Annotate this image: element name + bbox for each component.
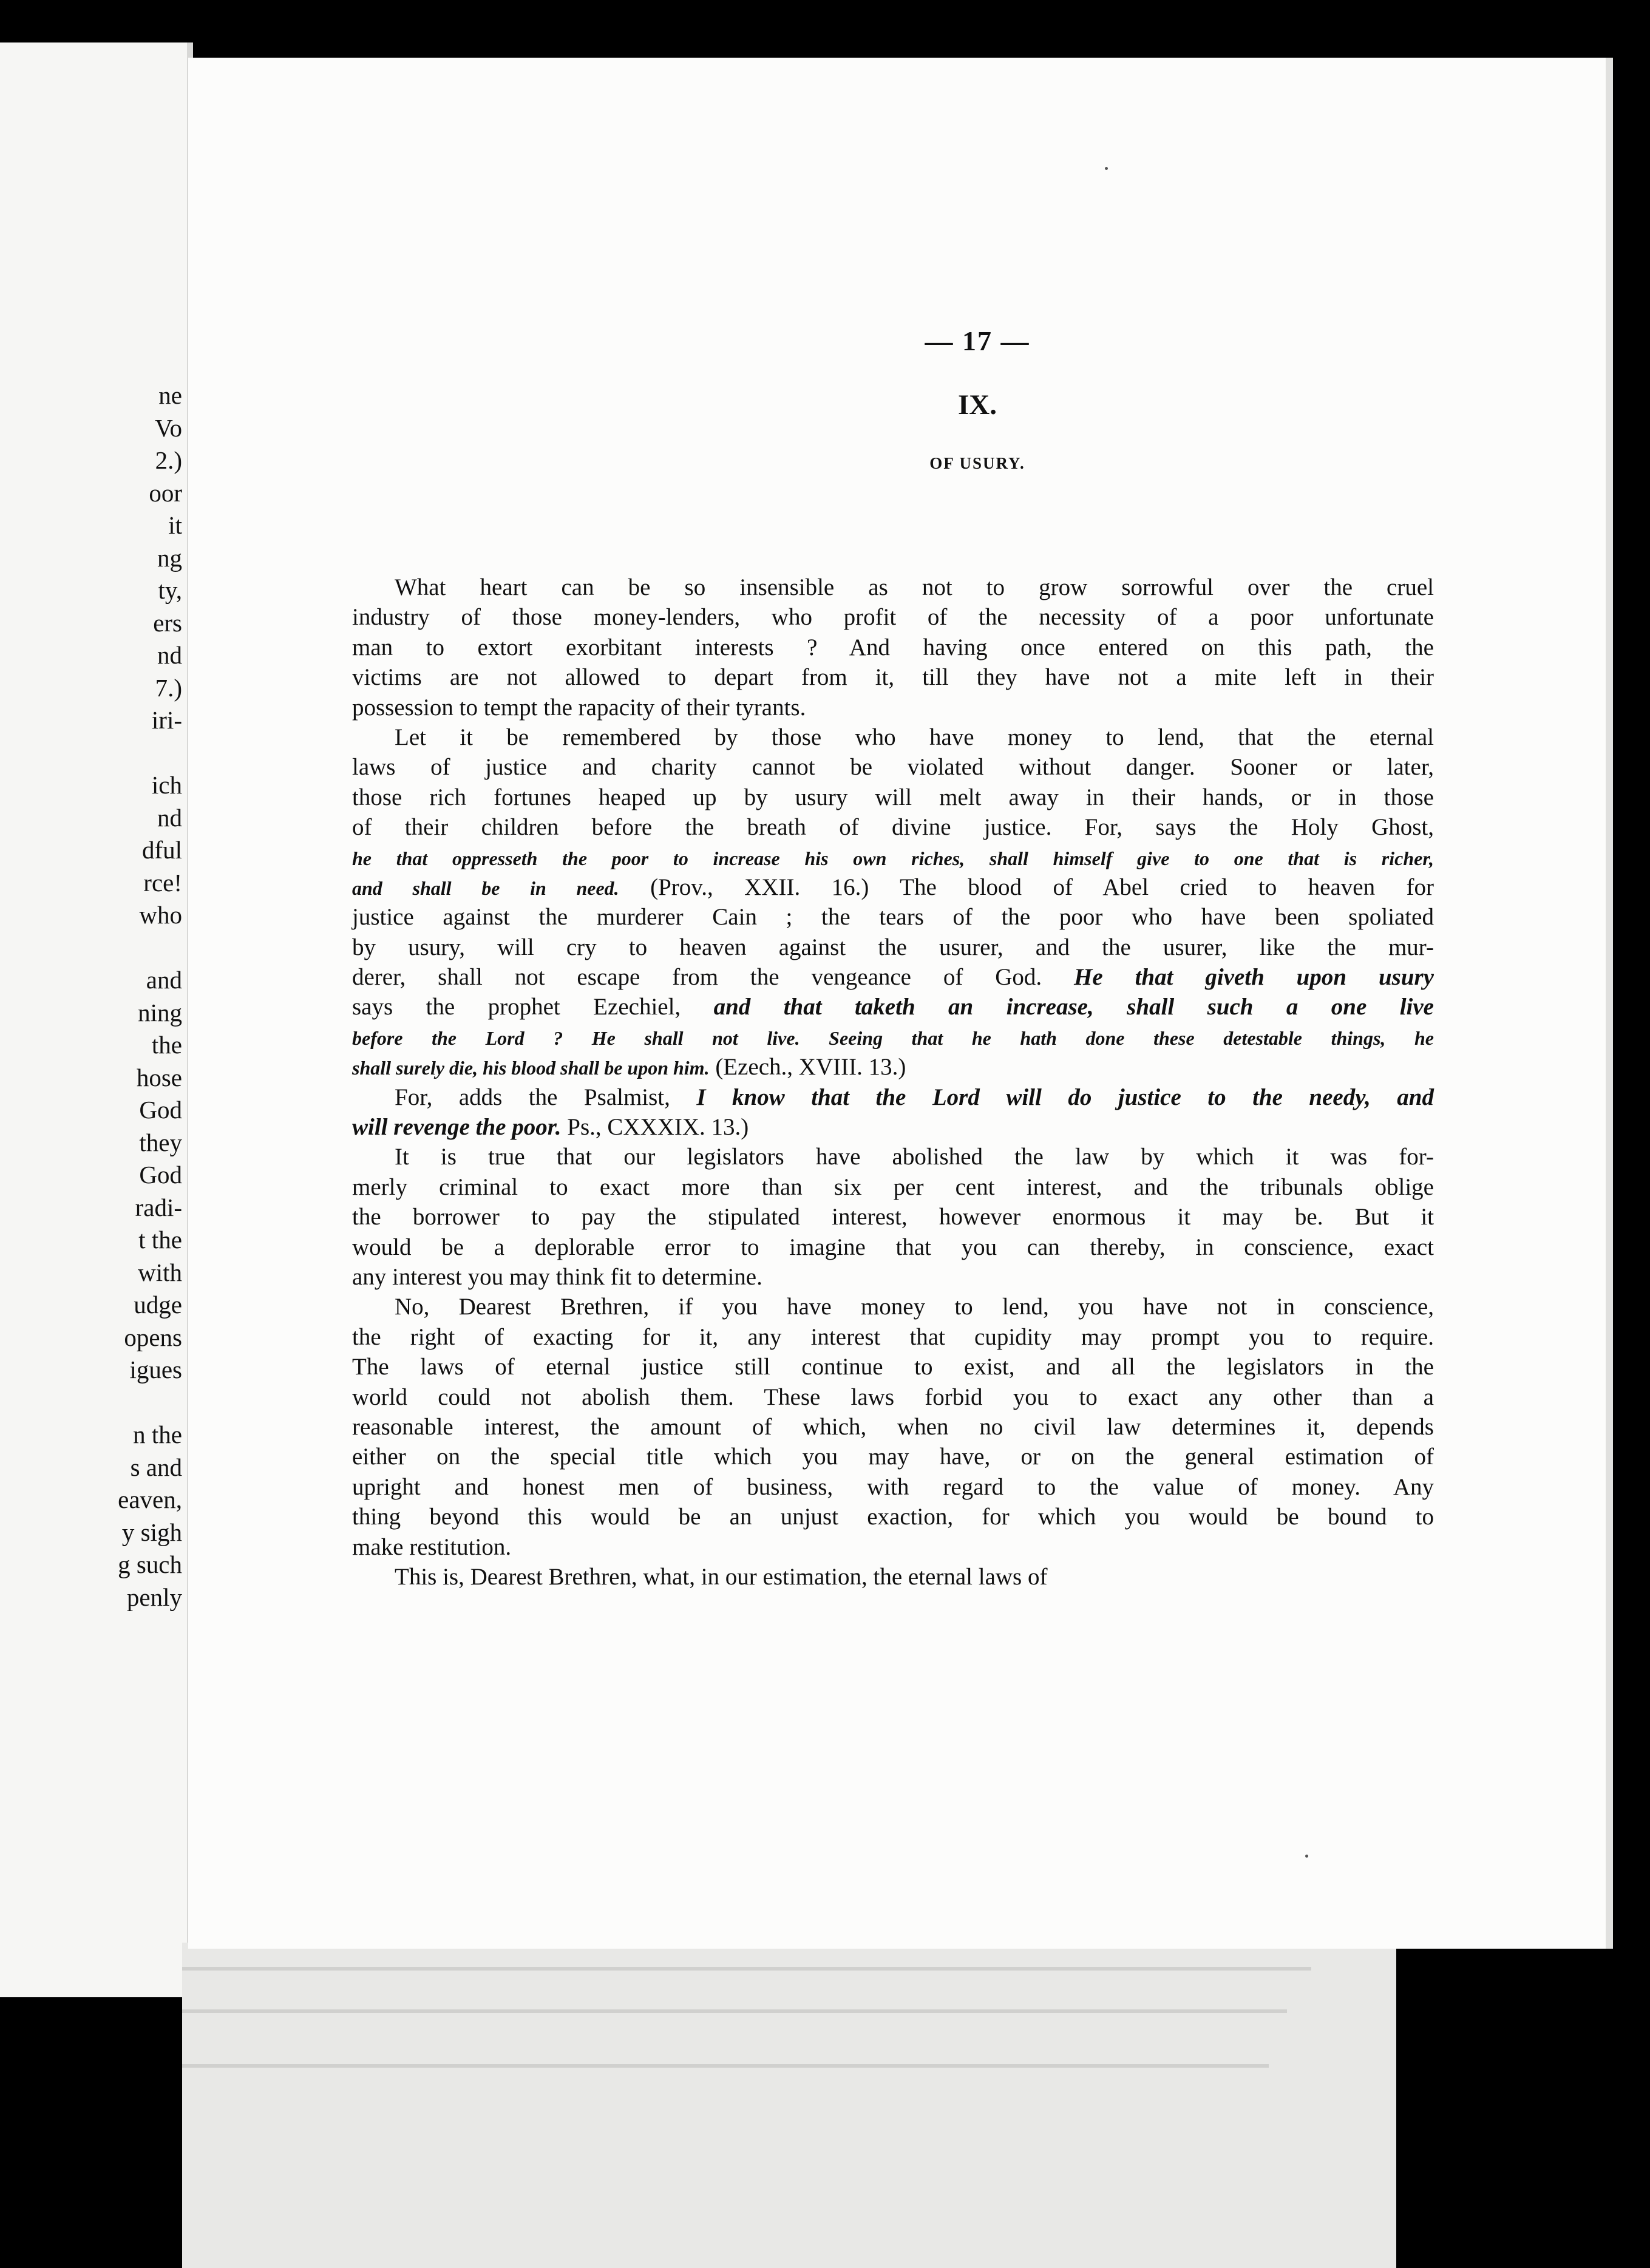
text-run: industry of those money-lenders, who profit of the necessity of a poor unfortunate (352, 604, 1434, 631)
fragment-line: God (139, 1161, 182, 1189)
sheet-edge (182, 1967, 1311, 1971)
text-run: those rich fortunes heaped up by usury will melt away in their hands, or in those (352, 784, 1434, 810)
page-number: — 17 — (925, 325, 1030, 356)
text-run: of their children before the breath of divine justice. For, says the Holy Ghost, (352, 814, 1434, 841)
text-line (352, 1082, 1434, 1112)
previous-page-fragment (0, 42, 193, 1997)
text-line (352, 1442, 1434, 1472)
text-run: This is, Dearest Brethren, what, in our estimation, the eternal laws of (395, 1563, 1048, 1590)
text-line (352, 992, 1434, 1022)
fragment-line: hose (136, 1063, 182, 1092)
fragment-line: God (139, 1096, 182, 1124)
fragment-line: ne (158, 381, 182, 409)
paragraph (352, 1082, 1434, 1142)
text-line (352, 1472, 1434, 1502)
text-line (352, 1202, 1434, 1232)
fragment-line: ers (153, 608, 182, 637)
text-line (352, 1412, 1434, 1442)
text-line (352, 783, 1434, 812)
fragment-line: opens (124, 1323, 182, 1351)
fragment-line: n the (133, 1421, 182, 1448)
fragment-line: y sigh (121, 1518, 182, 1546)
paragraph (352, 572, 1434, 722)
text-line (352, 662, 1434, 692)
quoted-scripture: I know that the Lord will do justice to the needy, and (696, 1084, 1434, 1110)
fragment-line: they (139, 1128, 182, 1156)
text-run: Let it be remembered by those who have money to lend, that the eternal (395, 724, 1434, 750)
text-line (352, 602, 1434, 632)
text-run: merly criminal to exact more than six per cent interest, and the tribunals oblige (352, 1173, 1434, 1200)
paragraph (352, 1292, 1434, 1562)
text-run: justice against the murderer Cain ; the tears of the poor who have been spoliated (352, 904, 1434, 931)
fragment-line: ich (151, 771, 182, 799)
text-run: No, Dearest Brethren, if you have money to lend, you have not in conscience, (395, 1294, 1434, 1320)
text-run: make restitution. (352, 1533, 512, 1560)
fragment-line: with (138, 1258, 182, 1286)
fragment-line: dful (141, 836, 182, 864)
quoted-scripture: and shall be in need. (352, 877, 619, 899)
body-text (352, 572, 1434, 1592)
text-run: would be a deplorable error to imagine that you can thereby, in conscience, exact (352, 1234, 1434, 1260)
text-run: Ps., CXXXIX. 13.) (561, 1114, 749, 1141)
quoted-scripture: shall surely die, his blood shall be upon him. (352, 1057, 710, 1079)
stacked-page-edges (182, 1943, 1396, 2268)
fragment-line (0, 737, 182, 770)
fragment-line: eaven, (118, 1485, 182, 1513)
text-line (352, 932, 1434, 962)
fragment-line: nd (157, 641, 182, 669)
text-line (352, 1352, 1434, 1382)
text-line (352, 1532, 1434, 1562)
text-run: any interest you may think fit to determine. (352, 1263, 762, 1290)
text-run: laws of justice and charity cannot be violated without danger. Sooner or later, (352, 754, 1434, 781)
chapter-title: OF USURY. (929, 454, 1025, 472)
fragment-line: t the (138, 1226, 182, 1254)
text-line (352, 1262, 1434, 1292)
fragment-line: the (151, 1031, 182, 1059)
dust-speck (1105, 167, 1108, 170)
text-line (352, 1562, 1434, 1592)
fragment-line: radi- (135, 1193, 182, 1221)
text-run: The laws of eternal justice still continue to exist, and all the legislators in the (352, 1354, 1434, 1380)
previous-page-text (0, 379, 182, 1614)
fragment-line: iri- (151, 706, 182, 734)
book-page (188, 58, 1606, 1949)
fragment-line: and (146, 966, 182, 994)
text-line (352, 1322, 1434, 1352)
text-run: derer, shall not escape from the vengeance of God. (352, 964, 1075, 991)
page-edge (1606, 58, 1613, 1949)
text-run: man to extort exorbitant interests ? And having once entered on this path, the (352, 634, 1434, 660)
quoted-scripture: before the Lord ? He shall not live. Seeing that he hath done these detestable things, he (352, 1027, 1434, 1049)
text-line (352, 752, 1434, 782)
sheet-edge (182, 2009, 1287, 2013)
fragment-line: s and (130, 1453, 182, 1481)
fragment-line: ng (157, 543, 182, 572)
text-line (352, 1172, 1434, 1202)
fragment-line: Vo (155, 413, 182, 442)
chapter-number: IX. (958, 389, 997, 421)
fragment-line: penly (126, 1583, 182, 1611)
fragment-line (0, 1387, 182, 1419)
quoted-scripture: He that giveth upon usury (1074, 964, 1434, 991)
text-line (352, 872, 1434, 902)
fragment-line: ty, (158, 576, 182, 604)
text-line (352, 722, 1434, 752)
fragment-line (0, 932, 182, 965)
fragment-line: 2.) (155, 446, 182, 474)
text-run: possession to tempt the rapacity of their tyrants. (352, 694, 806, 721)
text-run: by usury, will cry to heaven against the usurer, and the usurer, like the mur- (352, 934, 1434, 960)
quoted-scripture: he that oppresseth the poor to increase his own riches, shall himself give to one that is richer, (352, 847, 1434, 869)
text-run: either on the special title which you may have, or on the general estimation of (352, 1444, 1434, 1470)
fragment-line: nd (157, 803, 182, 832)
fragment-line: who (139, 901, 182, 929)
text-run: It is true that our legislators have abolished the law by which it was for- (395, 1144, 1434, 1170)
sheet-edge (182, 2064, 1269, 2068)
fragment-line: rce! (143, 868, 182, 897)
fragment-line: ning (138, 998, 182, 1027)
text-line (352, 843, 1434, 872)
text-run: (Ezech., XVIII. 13.) (709, 1054, 906, 1081)
text-run: (Prov., XXII. 16.) The blood of Abel cried to heaven for (619, 874, 1434, 900)
paragraph (352, 722, 1434, 1082)
fragment-line: it (168, 511, 182, 539)
text-run: For, adds the Psalmist, (395, 1084, 697, 1110)
paragraph (352, 1142, 1434, 1292)
text-line (352, 812, 1434, 842)
text-line (352, 1382, 1434, 1412)
fragment-line: g such (118, 1550, 182, 1578)
text-line (352, 633, 1434, 662)
text-run: reasonable interest, the amount of which, when no civil law determines it, depends (352, 1413, 1434, 1440)
text-line (352, 902, 1434, 932)
text-line (352, 1022, 1434, 1052)
paragraph (352, 1562, 1434, 1592)
text-line (352, 1142, 1434, 1172)
text-run: the right of exacting for it, any interest that cupidity may prompt you to require. (352, 1323, 1434, 1350)
text-run: upright and honest men of business, with regard to the value of money. Any (352, 1473, 1434, 1500)
text-run: What heart can be so insensible as not to grow sorrowful over the cruel (395, 574, 1434, 600)
text-line (352, 1292, 1434, 1322)
dust-speck (1305, 1855, 1308, 1858)
text-line (352, 1502, 1434, 1532)
fragment-line: udge (134, 1291, 182, 1319)
quoted-scripture: will revenge the poor. (352, 1114, 562, 1141)
fragment-line: oor (149, 478, 182, 507)
text-run: victims are not allowed to depart from it, till they have not a mite left in their (352, 664, 1434, 691)
fragment-line: igues (129, 1356, 182, 1384)
text-line (352, 572, 1434, 602)
text-line (352, 693, 1434, 722)
text-line (352, 1232, 1434, 1262)
quoted-scripture: and that taketh an increase, shall such a one live (713, 994, 1434, 1020)
text-line (352, 962, 1434, 992)
text-run: thing beyond this would be an unjust exaction, for which you would be bound to (352, 1504, 1434, 1530)
text-line (352, 1052, 1434, 1082)
text-run: says the prophet Ezechiel, (352, 994, 714, 1020)
fragment-line: 7.) (155, 673, 182, 702)
text-line (352, 1112, 1434, 1142)
text-run: world could not abolish them. These laws forbid you to exact any other than a (352, 1384, 1434, 1410)
text-run: the borrower to pay the stipulated interest, however enormous it may be. But it (352, 1204, 1434, 1231)
